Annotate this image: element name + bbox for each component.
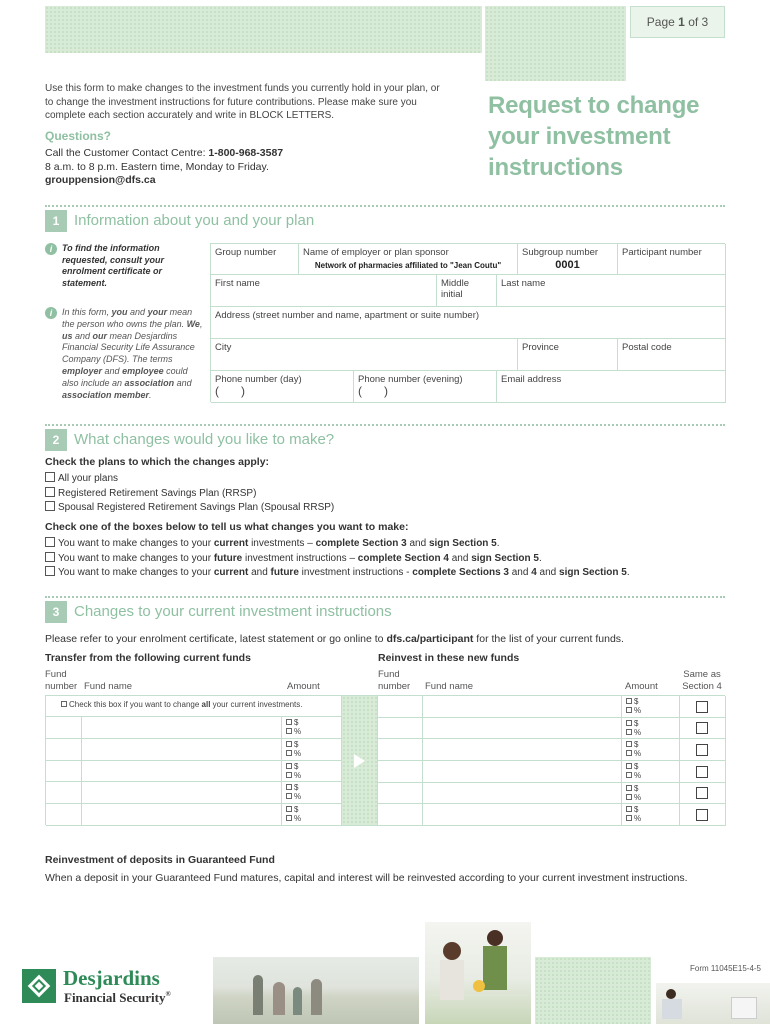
checkbox[interactable] [45, 552, 55, 562]
col-header-amount-left: Amount [287, 681, 320, 692]
same-as-section4-checkbox[interactable] [696, 701, 708, 713]
amount-unit-options[interactable] [286, 718, 341, 736]
percent-label: % [634, 771, 642, 780]
dollar-label: $ [294, 739, 299, 749]
photo-family-beach [213, 957, 419, 1024]
current-fund-number-cell[interactable] [46, 782, 82, 804]
brand-name: Desjardins [63, 966, 160, 990]
section-2-header [45, 424, 725, 452]
photo-seniors [656, 983, 770, 1024]
arrow-right-icon [354, 754, 365, 768]
new-fund-number-cell[interactable] [378, 739, 423, 761]
changes-list [45, 537, 725, 581]
current-fund-number-cell[interactable] [46, 717, 82, 739]
percent-checkbox[interactable] [626, 794, 632, 800]
col-header-amount-right: Amount [625, 681, 658, 692]
checkbox[interactable] [45, 501, 55, 511]
new-fund-amount-cell[interactable] [622, 696, 680, 718]
section-1-number: 1 [45, 210, 67, 232]
participant-number-field[interactable]: Participant number [618, 244, 726, 275]
percent-checkbox[interactable] [626, 815, 632, 821]
amount-unit-options[interactable] [626, 805, 679, 823]
info-note-1: i To find the information requested, consult your enrolment certificate or statement. [45, 243, 205, 289]
new-fund-number-cell[interactable] [378, 804, 423, 826]
current-fund-name-cell[interactable] [82, 717, 282, 739]
percent-checkbox[interactable] [626, 729, 632, 735]
dollar-checkbox[interactable] [626, 720, 632, 726]
transfer-arrow-column [342, 696, 378, 826]
amount-unit-options[interactable] [286, 762, 341, 780]
email-address-field[interactable]: Email address [497, 371, 726, 403]
last-name-field[interactable]: Last name [497, 275, 726, 307]
percent-label: % [294, 748, 302, 758]
city-field[interactable]: City [211, 339, 518, 371]
dollar-label: $ [634, 783, 639, 793]
header-banner-tall [485, 6, 626, 81]
amount-unit-options[interactable] [626, 697, 679, 715]
reinvestment-heading: Reinvestment of deposits in Guaranteed Fund [45, 854, 275, 866]
same-as-section4-checkbox[interactable] [696, 766, 708, 778]
current-fund-amount-cell[interactable] [282, 739, 342, 761]
percent-label: % [634, 814, 642, 824]
questions-label: Questions? [45, 129, 112, 143]
dollar-label: $ [634, 697, 639, 706]
form-number: Form 11045E15-4-5 [690, 964, 761, 973]
new-fund-number-cell[interactable] [378, 761, 423, 783]
contact-block: Call the Customer Contact Centre: 1-800-968-3587 8 a.m. to 8 p.m. Eastern time, Monday to Friday. grouppension@dfs.ca [45, 147, 375, 188]
reinvest-heading: Reinvest in these new funds [378, 652, 520, 664]
info-icon: i [45, 243, 57, 255]
same-as-section4-cell[interactable] [680, 696, 726, 718]
same-as-section4-cell[interactable] [680, 718, 726, 740]
dollar-label: $ [294, 718, 299, 727]
first-name-field[interactable]: First name [211, 275, 437, 307]
dollar-label: $ [634, 805, 639, 815]
col-header-fund-name-left: Fund name [84, 681, 133, 692]
same-as-section4-cell[interactable] [680, 761, 726, 783]
check-all-checkbox[interactable] [61, 701, 67, 707]
amount-unit-options[interactable] [626, 762, 679, 780]
reinvestment-text: When a deposit in your Guaranteed Fund matures, capital and interest will be reinvested according to your current investment instructions. [45, 872, 688, 884]
postal-code-field[interactable]: Postal code [618, 339, 726, 371]
section-3-header [45, 596, 725, 624]
participant-link[interactable]: dfs.ca/participant [386, 633, 474, 645]
new-fund-number-cell[interactable] [378, 718, 423, 740]
dollar-checkbox[interactable] [626, 785, 632, 791]
percent-label: % [634, 706, 642, 715]
percent-label: % [294, 792, 302, 802]
dollar-checkbox[interactable] [286, 719, 292, 725]
percent-checkbox[interactable] [626, 772, 632, 778]
section-3-title: Changes to your current investment instructions [74, 603, 392, 620]
current-fund-name-cell[interactable] [82, 782, 282, 804]
plan-option-rrsp[interactable]: Registered Retirement Savings Plan (RRSP) [45, 487, 334, 502]
new-fund-name-cell[interactable] [423, 696, 622, 718]
changes-heading: Check one of the boxes below to tell us what changes you want to make: [45, 521, 409, 533]
checkbox[interactable] [45, 472, 55, 482]
new-fund-name-cell[interactable] [423, 739, 622, 761]
same-as-section4-cell[interactable] [680, 739, 726, 761]
desjardins-logo [22, 967, 197, 1011]
page-title: Request to change your investment instructions [488, 92, 700, 181]
section-3-number: 3 [45, 601, 67, 623]
dollar-checkbox[interactable] [286, 763, 292, 769]
amount-unit-options[interactable] [286, 783, 341, 801]
new-fund-name-cell[interactable] [423, 783, 622, 805]
percent-label: % [294, 814, 302, 824]
dollar-checkbox[interactable] [286, 806, 292, 812]
photo-family-play [425, 922, 531, 1024]
current-fund-number-cell[interactable] [46, 761, 82, 783]
dollar-checkbox[interactable] [286, 784, 292, 790]
percent-checkbox[interactable] [286, 728, 292, 734]
check-all-row[interactable]: Check this box if you want to change all your current investments. [46, 696, 342, 717]
percent-checkbox[interactable] [286, 815, 292, 821]
section-1-header [45, 205, 725, 233]
info-icon: i [45, 307, 57, 319]
same-as-section4-cell[interactable] [680, 783, 726, 805]
percent-label: % [294, 770, 302, 780]
photo-placeholder-block [535, 957, 651, 1024]
percent-checkbox[interactable] [626, 707, 632, 713]
col-header-same-as: Same as Section 4 [682, 669, 722, 692]
current-fund-name-cell[interactable] [82, 804, 282, 826]
same-as-section4-cell[interactable] [680, 804, 726, 826]
new-fund-name-cell[interactable] [423, 804, 622, 826]
subgroup-number-field[interactable]: Subgroup number 0001 [518, 244, 618, 275]
percent-label: % [634, 749, 642, 759]
current-fund-amount-cell[interactable] [282, 761, 342, 783]
phone-evening-field[interactable]: Phone number (evening) ( ) [354, 371, 497, 403]
new-fund-number-cell[interactable] [378, 696, 423, 718]
dollar-label: $ [294, 805, 299, 815]
plans-list [45, 472, 334, 516]
address-field[interactable]: Address (street number and name, apartment or suite number) [211, 307, 726, 339]
dollar-label: $ [634, 740, 639, 750]
amount-unit-options[interactable] [626, 740, 679, 758]
dollar-label: $ [634, 762, 639, 771]
plans-heading: Check the plans to which the changes apply: [45, 456, 270, 468]
same-as-section4-checkbox[interactable] [696, 809, 708, 821]
amount-unit-options[interactable] [286, 740, 341, 758]
same-as-section4-checkbox[interactable] [696, 744, 708, 756]
percent-checkbox[interactable] [286, 793, 292, 799]
new-fund-name-cell[interactable] [423, 761, 622, 783]
info-note-2: i In this form, you and your mean the person who owns the plan. We, us and our mean Desjardins Financial Security Life Assurance Company (DFS). The terms employer and employee could also include an association and association member. [45, 307, 205, 401]
new-fund-amount-cell[interactable] [622, 783, 680, 805]
col-header-fund-left: Fund number [45, 669, 78, 692]
dollar-label: $ [294, 761, 299, 771]
percent-checkbox[interactable] [286, 750, 292, 756]
amount-unit-options[interactable] [286, 805, 341, 823]
refer-text: Please refer to your enrolment certificate, latest statement or go online to dfs.ca/participant for the list of your current funds. [45, 633, 624, 645]
dollar-checkbox[interactable] [626, 763, 632, 769]
amount-unit-options[interactable] [626, 784, 679, 802]
dollar-checkbox[interactable] [286, 741, 292, 747]
plan-option-all[interactable]: All your plans [45, 472, 334, 487]
new-fund-amount-cell[interactable] [622, 739, 680, 761]
current-fund-number-cell[interactable] [46, 804, 82, 826]
current-fund-amount-cell[interactable] [282, 782, 342, 804]
checkbox[interactable] [45, 537, 55, 547]
amount-unit-options[interactable] [626, 719, 679, 737]
change-option-current[interactable]: You want to make changes to your current investments – complete Section 3 and sign Section 5. [45, 537, 725, 552]
new-fund-amount-cell[interactable] [622, 718, 680, 740]
section-2-title: What changes would you like to make? [74, 431, 335, 448]
middle-initial-field[interactable]: Middle initial [437, 275, 497, 307]
plan-info-form [210, 243, 725, 402]
col-header-fund-name-right: Fund name [425, 681, 474, 692]
new-fund-number-cell[interactable] [378, 783, 423, 805]
percent-label: % [634, 792, 642, 802]
group-number-field[interactable]: Group number [211, 244, 299, 275]
change-option-both[interactable]: You want to make changes to your current and future investment instructions - complete Sections 3 and 4 and sign Section 5. [45, 566, 725, 581]
phone-day-field[interactable]: Phone number (day) ( ) [211, 371, 354, 403]
same-as-section4-checkbox[interactable] [696, 787, 708, 799]
percent-checkbox[interactable] [626, 750, 632, 756]
percent-checkbox[interactable] [286, 772, 292, 778]
province-field[interactable]: Province [518, 339, 618, 371]
section-1-title: Information about you and your plan [74, 212, 315, 229]
plan-option-spousal-rrsp[interactable]: Spousal Registered Retirement Savings Plan (Spousal RRSP) [45, 501, 334, 516]
current-fund-amount-cell[interactable] [282, 804, 342, 826]
employer-name-field[interactable]: Name of employer or plan sponsor Network of pharmacies affiliated to "Jean Coutu" [299, 244, 518, 275]
new-fund-amount-cell[interactable] [622, 804, 680, 826]
checkbox[interactable] [45, 566, 55, 576]
change-option-future[interactable]: You want to make changes to your future investment instructions – complete Section 4 and sign Section 5. [45, 552, 725, 567]
contact-email[interactable]: grouppension@dfs.ca [45, 174, 156, 186]
current-fund-name-cell[interactable] [82, 761, 282, 783]
percent-label: % [294, 727, 302, 736]
header-banner [45, 6, 482, 53]
page-current: 1 [678, 15, 685, 29]
col-header-fund-right: Fund number [378, 669, 411, 692]
current-fund-name-cell[interactable] [82, 739, 282, 761]
same-as-section4-checkbox[interactable] [696, 722, 708, 734]
logo-mark-icon [22, 969, 56, 1003]
checkbox[interactable] [45, 487, 55, 497]
current-fund-number-cell[interactable] [46, 739, 82, 761]
intro-text: Use this form to make changes to the investment funds you currently hold in your plan, or to change the investment instructions for future contributions. Please make sure you complete each section accurately and write in BLOCK LETTERS. [45, 83, 440, 121]
page-indicator: Page 1 of 3 [630, 6, 725, 38]
subgroup-value: 0001 [555, 259, 580, 271]
dollar-label: $ [634, 718, 639, 728]
employer-value: Network of pharmacies affiliated to "Jean Coutu" [314, 261, 502, 270]
contact-phone: 1-800-968-3587 [208, 147, 284, 159]
new-fund-amount-cell[interactable] [622, 761, 680, 783]
section-2-number: 2 [45, 429, 67, 451]
dollar-label: $ [294, 783, 299, 793]
brand-sub: Financial Security® [64, 990, 171, 1005]
dollar-checkbox[interactable] [626, 806, 632, 812]
transfer-heading: Transfer from the following current funds [45, 652, 251, 664]
funds-table [45, 695, 725, 825]
percent-label: % [634, 727, 642, 737]
new-fund-name-cell[interactable] [423, 718, 622, 740]
current-fund-amount-cell[interactable] [282, 717, 342, 739]
dollar-checkbox[interactable] [626, 741, 632, 747]
dollar-checkbox[interactable] [626, 698, 632, 704]
